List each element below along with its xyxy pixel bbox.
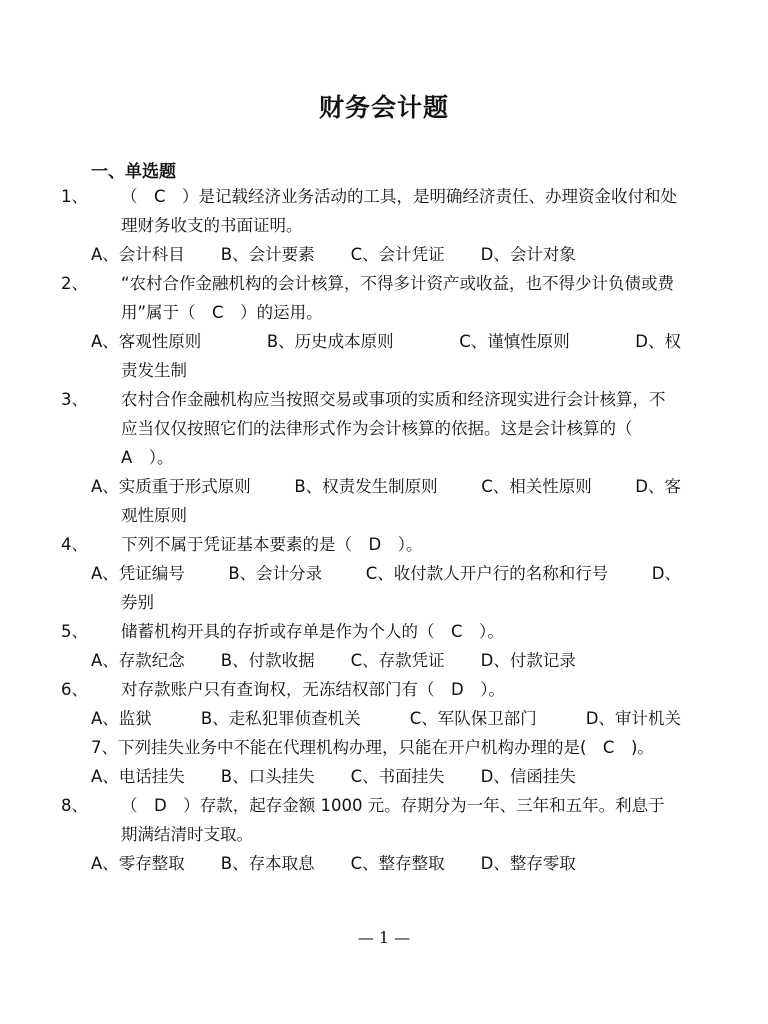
question-8-options [91, 849, 681, 878]
question-text: （ D ）存款，起存金额 1000 元。存期分为一年、三年和五年。利息于期满结清时支取。 [121, 796, 665, 844]
question-6-options [91, 704, 681, 733]
question-text: （ C ）是记载经济业务活动的工具，是明确经济责任、办理资金收付和处理财务收支的书面证明。 [121, 187, 678, 235]
question-number: 3、 [61, 390, 88, 409]
question-3 [61, 385, 681, 472]
question-number: 4、 [61, 535, 88, 554]
question-number: 1、 [61, 187, 88, 206]
option-c: C、整存整取 [350, 854, 445, 873]
option-continuation: 观性原则 [121, 506, 187, 525]
question-4-options [91, 559, 681, 588]
option-a: A、凭证编号 [91, 564, 185, 583]
question-number: 6、 [61, 680, 88, 699]
option-d: D、会计对象 [480, 245, 576, 264]
option-a: A、电话挂失 [91, 767, 185, 786]
question-text: 下列不属于凭证基本要素的是（ D ）。 [121, 535, 423, 554]
option-d: D、整存零取 [480, 854, 576, 873]
question-7-options [91, 762, 681, 791]
question-5-options [91, 646, 681, 675]
option-b: B、权责发生制原则 [294, 477, 438, 496]
question-2 [61, 269, 681, 327]
option-d: D、权 [635, 332, 681, 351]
option-d: D、客 [635, 477, 681, 496]
question-4 [61, 530, 681, 559]
option-b: B、会计要素 [220, 245, 315, 264]
question-3-options [91, 472, 681, 501]
option-d: D、信函挂失 [480, 767, 576, 786]
option-continuation: 券别 [121, 593, 154, 612]
question-1-options [91, 240, 681, 269]
section-heading: 一、单选题 [91, 162, 176, 182]
option-c: C、谨慎性原则 [459, 332, 570, 351]
question-6 [61, 675, 681, 704]
option-c: C、书面挂失 [350, 767, 445, 786]
option-b: B、存本取息 [220, 854, 315, 873]
question-text: 储蓄机构开具的存折或存单是作为个人的（ C ）。 [121, 622, 504, 641]
option-c: C、收付款人开户行的名称和行号 [365, 564, 609, 583]
option-a: A、会计科目 [91, 245, 185, 264]
option-d: D、审计机关 [585, 709, 681, 728]
option-a: A、客观性原则 [91, 332, 202, 351]
question-text: 下列挂失业务中不能在代理机构办理，只能在开户机构办理的是( C )。 [118, 738, 654, 757]
option-b: B、口头挂失 [220, 767, 315, 786]
option-a: A、零存整取 [91, 854, 185, 873]
document-title: 财务会计题 [318, 93, 449, 122]
option-c: C、相关性原则 [481, 477, 592, 496]
question-number: 5、 [61, 622, 88, 641]
option-b: B、会计分录 [228, 564, 323, 583]
option-b: B、历史成本原则 [266, 332, 394, 351]
question-5 [61, 617, 681, 646]
question-text: “农村合作金融机构的会计核算，不得多计资产或收益，也不得少计负债或费用”属于（ C ）的运用。 [121, 274, 675, 322]
option-continuation: 责发生制 [121, 361, 187, 380]
option-b: B、付款收据 [220, 651, 315, 670]
question-number: 8、 [61, 796, 88, 815]
question-7 [91, 733, 681, 762]
option-c: C、存款凭证 [350, 651, 445, 670]
option-c: C、会计凭证 [350, 245, 445, 264]
option-a: A、存款纪念 [91, 651, 185, 670]
question-text: 对存款账户只有查询权，无冻结权部门有（ D ）。 [121, 680, 505, 699]
question-number: 2、 [61, 274, 88, 293]
question-list [61, 182, 681, 878]
option-d: D、付款记录 [480, 651, 576, 670]
option-d: D、 [651, 564, 681, 583]
option-b: B、走私犯罪侦查机关 [200, 709, 361, 728]
option-c: C、军队保卫部门 [409, 709, 537, 728]
option-a: A、实质重于形式原则 [91, 477, 251, 496]
question-2-options [91, 327, 681, 356]
question-text: 农村合作金融机构应当按照交易或事项的实质和经济现实进行会计核算，不应当仅仅按照它们的法律形式作为会计核算的依据。这是会计核算的（ A ）。 [121, 390, 666, 467]
option-a: A、监狱 [91, 709, 152, 728]
question-1 [61, 182, 681, 240]
question-8 [61, 791, 681, 849]
question-number: 7、 [91, 738, 118, 757]
page-number: — 1 — [357, 928, 411, 947]
